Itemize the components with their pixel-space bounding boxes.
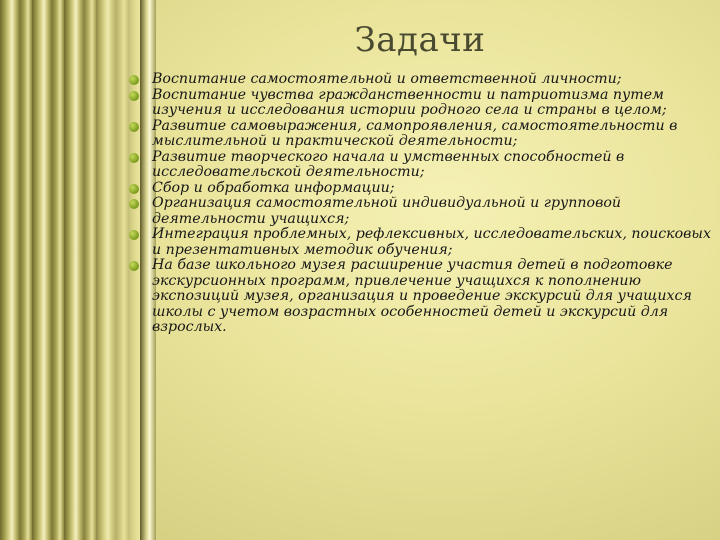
bullet-icon: [129, 199, 139, 209]
stripes-fade: [0, 0, 140, 540]
task-text: Воспитание самостоятельной и ответственной личности;: [152, 71, 622, 87]
bullet-icon: [129, 230, 139, 240]
bullet-icon: [129, 261, 139, 271]
bullet-icon: [129, 122, 139, 132]
task-list: [152, 72, 712, 336]
task-item: [152, 72, 712, 88]
task-item: [152, 88, 712, 119]
bullet-icon: [129, 153, 139, 163]
bullet-icon: [129, 184, 139, 194]
task-text: На базе школьного музея расширение участия детей в подготовке экскурсионных программ, привлечение учащихся к пополнению экспозиций музея, организация и проведение экскурсий для учащихся школы с учетом возрастных особенностей детей и экскурсий для взрослых.: [152, 257, 692, 335]
bullet-icon: [129, 75, 139, 85]
task-item: [152, 150, 712, 181]
bullet-icon: [129, 91, 139, 101]
task-item: [152, 119, 712, 150]
task-text: Организация самостоятельной индивидуальной и групповой деятельности учащихся;: [152, 195, 622, 227]
slide-title: Задачи: [354, 20, 486, 60]
task-text: Развитие самовыражения, самопроявления, самостоятельности в мыслительной и практической деятельности;: [152, 117, 678, 149]
task-text: Сбор и обработка информации;: [152, 179, 395, 196]
task-text: Воспитание чувства гражданственности и патриотизма путем изучения и исследования истории родного села и страны в целом;: [152, 86, 667, 118]
task-text: Развитие творческого начала и умственных способностей в исследовательской деятельности;: [152, 148, 625, 180]
task-item: [152, 227, 712, 258]
task-text: Интеграция проблемных, рефлексивных, исследовательских, поисковых и презентативных методик обучения;: [152, 226, 711, 258]
task-item: [152, 181, 712, 197]
task-item: [152, 196, 712, 227]
task-item: [152, 258, 712, 336]
